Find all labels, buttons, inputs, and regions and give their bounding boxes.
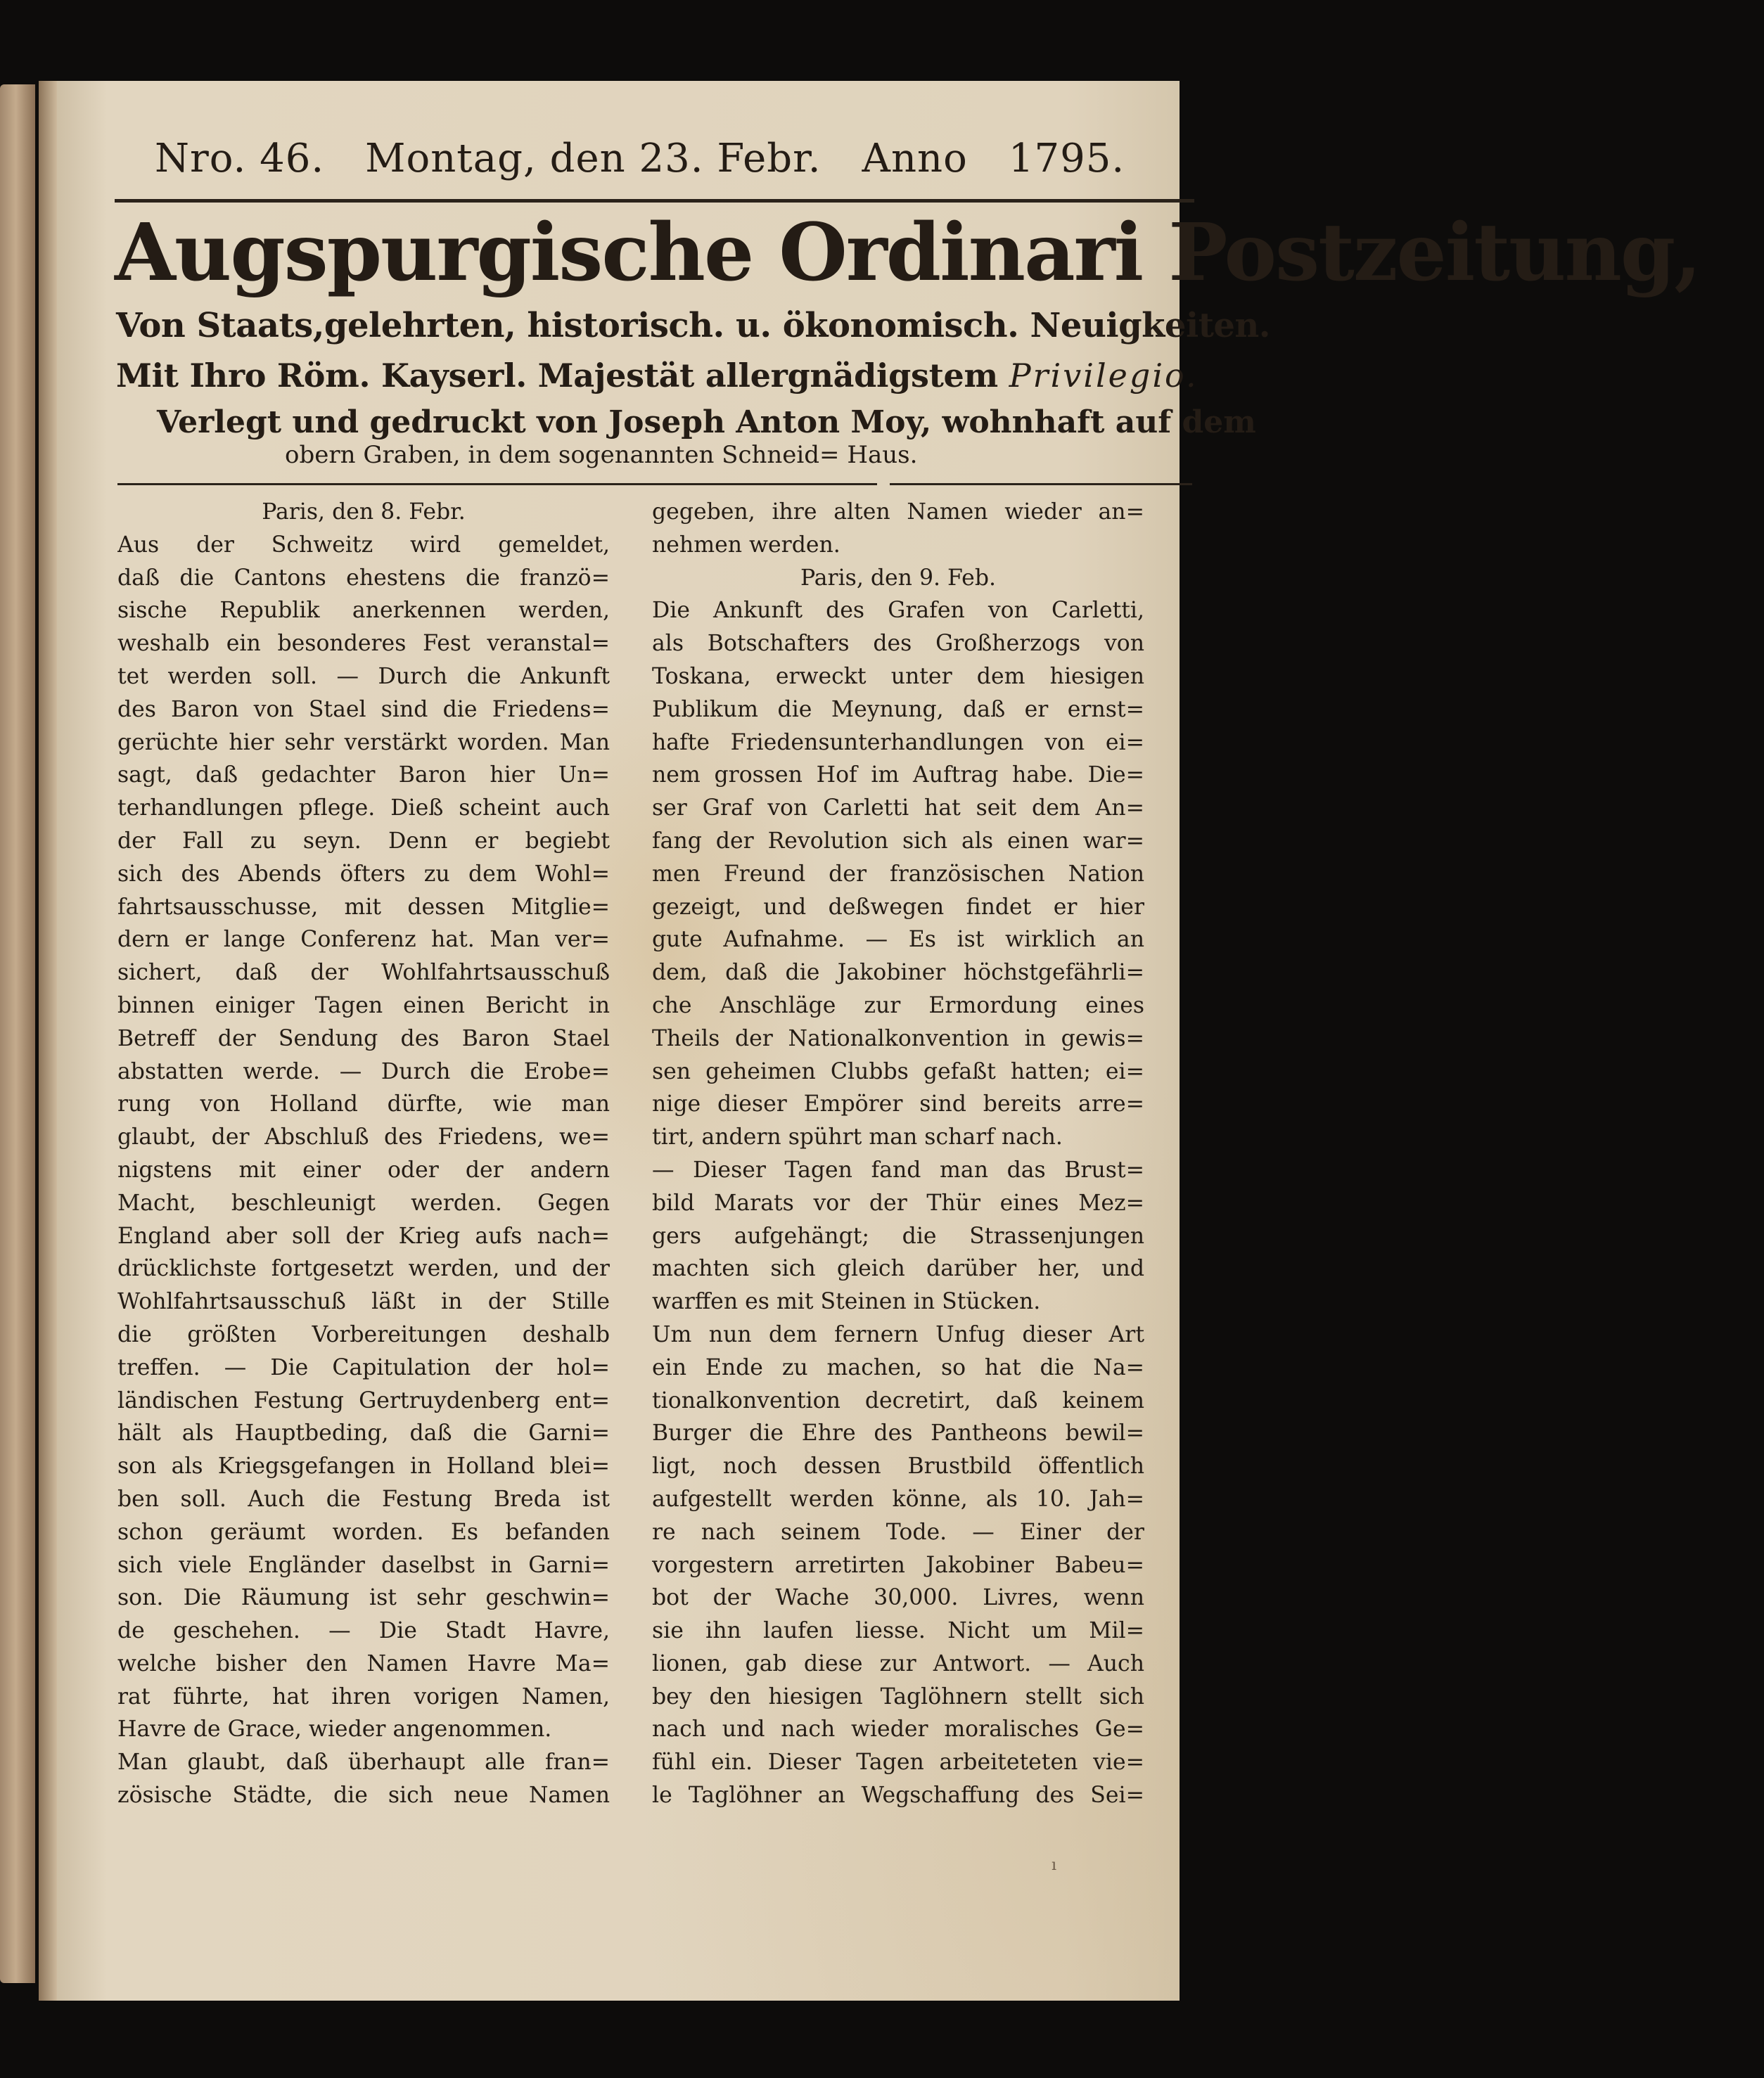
text-line: son. Die Räumung ist sehr geschwin=: [117, 1585, 610, 1611]
text-line: sie ihn laufen liesse. Nicht um Mil=: [652, 1618, 1144, 1644]
text-line: Publikum die Meynung, daß er ernst=: [652, 696, 1144, 722]
text-line: ben soll. Auch die Festung Breda ist: [117, 1486, 610, 1512]
text-line: bild Marats vor der Thür eines Mez=: [652, 1190, 1144, 1216]
issue-line: [155, 136, 1161, 199]
text-line: glaubt, der Abschluß des Friedens, we=: [117, 1124, 610, 1150]
text-line: ländischen Festung Gertruydenberg ent=: [117, 1387, 610, 1413]
text-line: gers aufgehängt; die Strassenjungen: [652, 1223, 1144, 1249]
text-line: tionalkonvention decretirt, daß keinem: [652, 1387, 1144, 1413]
address-line: obern Graben, in dem sogenannten Schneid= Haus.: [285, 441, 918, 469]
text-line: gezeigt, und deßwegen findet er hier: [652, 894, 1144, 920]
issue-day: Montag, den 23. Febr.: [365, 136, 822, 181]
text-line: sen geheimen Clubbs gefaßt hatten; ei=: [652, 1058, 1144, 1084]
text-line: England aber soll der Krieg aufs nach=: [117, 1223, 610, 1249]
rule-top: [115, 199, 1194, 203]
text-line: ligt, noch dessen Brustbild öffentlich: [652, 1454, 1144, 1480]
column-left: [117, 496, 610, 1812]
text-line: sichert, daß der Wohlfahrtsausschuß: [117, 960, 610, 986]
page-binding-edge: [39, 81, 57, 2001]
text-line: tirt, andern spührt man scharf nach.: [652, 1124, 1063, 1150]
text-line: vorgestern arretirten Jakobiner Babeu=: [652, 1552, 1144, 1578]
column-right: [652, 496, 1144, 1812]
text-line: gegeben, ihre alten Namen wieder an=: [652, 499, 1144, 525]
previous-page-edge: [0, 84, 35, 1983]
text-line: — Dieser Tagen fand man das Brust=: [652, 1157, 1144, 1183]
text-line: nem grossen Hof im Auftrag habe. Die=: [652, 762, 1144, 788]
text-line: dem, daß die Jakobiner höchstgefährli=: [652, 960, 1144, 986]
text-line: ser Graf von Carletti hat seit dem An=: [652, 795, 1144, 821]
issue-year: 1795.: [1008, 136, 1125, 181]
text-line: treffen. — Die Capitulation der hol=: [117, 1354, 610, 1380]
text-line: sich viele Engländer daselbst in Garni=: [117, 1552, 610, 1578]
text-line: nigstens mit einer oder der andern: [117, 1157, 610, 1183]
text-line: che Anschläge zur Ermordung eines: [652, 992, 1144, 1018]
text-line: Burger die Ehre des Pantheons bewil=: [652, 1420, 1144, 1447]
text-line: son als Kriegsgefangen in Holland blei=: [117, 1454, 610, 1480]
text-line: ein Ende zu machen, so hat die Na=: [652, 1354, 1144, 1380]
year-label: Anno: [862, 136, 968, 181]
text-line: Man glaubt, daß überhaupt alle fran=: [117, 1750, 610, 1776]
text-line: de geschehen. — Die Stadt Havre,: [117, 1618, 610, 1644]
text-line: warffen es mit Steinen in Stücken.: [652, 1289, 1041, 1315]
text-line: Paris, den 8. Febr.: [262, 499, 466, 525]
text-line: fahrtsausschusse, mit dessen Mitglie=: [117, 894, 610, 920]
text-line: hält als Hauptbeding, daß die Garni=: [117, 1420, 610, 1447]
text-line: sische Republik anerkennen werden,: [117, 598, 610, 624]
text-line: gute Aufnahme. — Es ist wirklich an: [652, 927, 1144, 953]
text-line: le Taglöhner an Wegschaffung des Sei=: [652, 1783, 1144, 1809]
text-line: bot der Wache 30,000. Livres, wenn: [652, 1585, 1144, 1611]
text-line: nige dieser Empörer sind bereits arre=: [652, 1091, 1144, 1117]
text-line: tet werden soll. — Durch die Ankunft: [117, 663, 610, 689]
text-line: Wohlfahrtsausschuß läßt in der Stille: [117, 1289, 610, 1315]
text-line: der Fall zu seyn. Denn er begiebt: [117, 828, 610, 854]
text-line: Macht, beschleunigt werden. Gegen: [117, 1190, 610, 1216]
text-line: fang der Revolution sich als einen war=: [652, 828, 1144, 854]
text-line: nach und nach wieder moralisches Ge=: [652, 1717, 1144, 1743]
issue-number: Nro. 46.: [155, 136, 325, 181]
text-line: binnen einiger Tagen einen Bericht in: [117, 992, 610, 1018]
text-line: Die Ankunft des Grafen von Carletti,: [652, 598, 1144, 624]
text-line: Betreff der Sendung des Baron Stael: [117, 1025, 610, 1051]
text-line: sich des Abends öfters zu dem Wohl=: [117, 861, 610, 887]
text-line: dern er lange Conferenz hat. Man ver=: [117, 927, 610, 953]
text-line: die größten Vorbereitungen deshalb: [117, 1321, 610, 1347]
text-line: als Botschafters des Großherzogs von: [652, 631, 1144, 657]
text-line: hafte Friedensunterhandlungen von ei=: [652, 729, 1144, 755]
newspaper-subtitle: Von Staats,gelehrten, historisch. u. ökonomisch. Neuigkeiten.: [116, 306, 1271, 345]
text-line: Havre de Grace, wieder angenommen.: [117, 1717, 552, 1743]
text-line: lionen, gab diese zur Antwort. — Auch: [652, 1650, 1144, 1676]
rule-masthead-bottom-right: [890, 483, 1192, 485]
text-line: nehmen werden.: [652, 532, 841, 558]
text-line: sagt, daß gedachter Baron hier Un=: [117, 762, 610, 788]
text-line: Toskana, erweckt unter dem hiesigen: [652, 663, 1144, 689]
rule-masthead-bottom-left: [117, 483, 877, 485]
privilege-word: Privilegio.: [1009, 357, 1199, 395]
text-line: Theils der Nationalkonvention in gewis=: [652, 1025, 1144, 1051]
text-line: gerüchte hier sehr verstärkt worden. Man: [117, 729, 610, 755]
publisher-line: Verlegt und gedruckt von Joseph Anton Moy, wohnhaft auf dem: [157, 404, 1256, 440]
text-line: abstatten werde. — Durch die Erobe=: [117, 1058, 610, 1084]
text-line: Um nun dem fernern Unfug dieser Art: [652, 1321, 1144, 1347]
text-line: des Baron von Stael sind die Friedens=: [117, 696, 610, 722]
newspaper-page: [39, 81, 1701, 2001]
text-line: Aus der Schweitz wird gemeldet,: [117, 532, 610, 558]
text-line: zösische Städte, die sich neue Namen: [117, 1783, 610, 1809]
text-line: re nach seinem Tode. — Einer der: [652, 1519, 1144, 1545]
text-line: machten sich gleich darüber her, und: [652, 1256, 1144, 1282]
text-line: daß die Cantons ehestens die franzö=: [117, 565, 610, 591]
text-line: fühl ein. Dieser Tagen arbeiteteten vie=: [652, 1750, 1144, 1776]
privilege-line: [116, 357, 1199, 395]
page-mark: ı: [1052, 1856, 1057, 1874]
text-line: aufgestellt werden könne, als 10. Jah=: [652, 1486, 1144, 1512]
text-line: terhandlungen pflege. Dieß scheint auch: [117, 795, 610, 821]
text-line: rung von Holland dürfte, wie man: [117, 1091, 610, 1117]
text-line: Paris, den 9. Feb.: [800, 565, 996, 591]
text-line: rat führte, hat ihren vorigen Namen,: [117, 1683, 610, 1710]
privilege-prefix: Mit Ihro Röm. Kayserl. Majestät allergnädigstem: [116, 357, 998, 395]
text-line: schon geräumt worden. Es befanden: [117, 1519, 610, 1545]
text-line: men Freund der französischen Nation: [652, 861, 1144, 887]
text-line: bey den hiesigen Taglöhnern stellt sich: [652, 1683, 1144, 1710]
text-line: welche bisher den Namen Havre Ma=: [117, 1650, 610, 1676]
text-line: drücklichste fortgesetzt werden, und der: [117, 1256, 610, 1282]
newspaper-title: Augspurgische Ordinari Postzeitung,: [115, 207, 1701, 299]
text-line: weshalb ein besonderes Fest veranstal=: [117, 631, 610, 657]
